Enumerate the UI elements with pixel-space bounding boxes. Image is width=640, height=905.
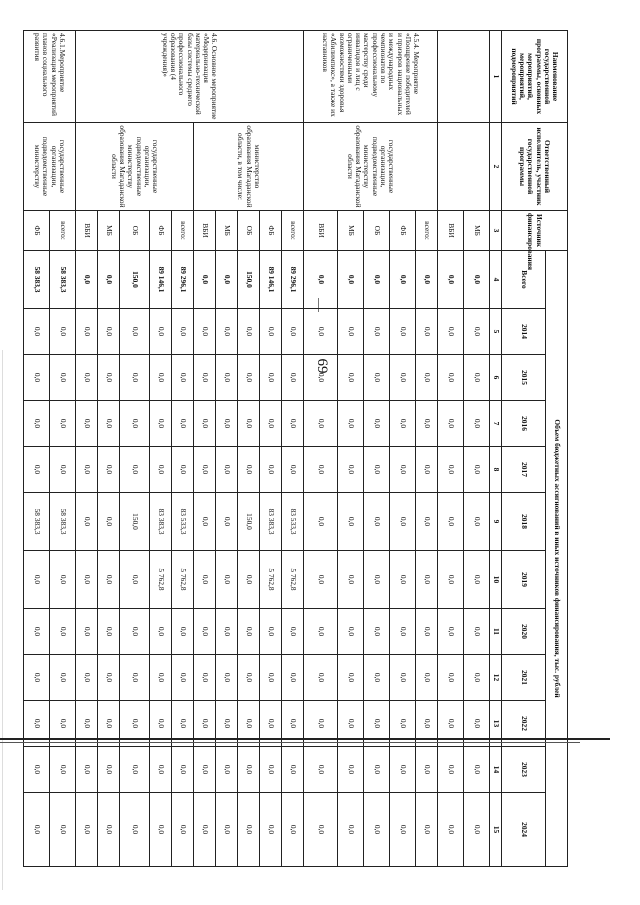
year-value-cell: 0,0 <box>120 309 150 355</box>
year-value-cell: 0,0 <box>150 401 172 447</box>
year-value-cell: 0,0 <box>172 747 194 793</box>
year-value-cell: 0,0 <box>50 447 76 493</box>
year-value-cell: 0,0 <box>120 401 150 447</box>
header-program: Наименование государственной программы, основных мероприятий, мероприятий, подмероприятий <box>502 31 568 123</box>
year-value-cell: 0,0 <box>172 447 194 493</box>
header-executor: Ответственный исполнитель, участник государственной программы <box>502 123 568 211</box>
year-value-cell: 150,0 <box>120 493 150 551</box>
header-year: Всего <box>502 251 546 309</box>
year-value-cell: 0,0 <box>416 551 438 609</box>
year-value-cell: 0,0 <box>76 551 98 609</box>
year-value-cell: 0,0 <box>390 747 416 793</box>
year-value-cell: 0,0 <box>464 609 490 655</box>
year-value-cell: 0,0 <box>50 401 76 447</box>
year-value-cell: 0,0 <box>364 493 390 551</box>
year-value-cell: 0,0 <box>304 609 338 655</box>
total-value-cell: 58 383,3 <box>50 251 76 309</box>
year-value-cell: 83 383,3 <box>260 493 282 551</box>
header-year: 2015 <box>502 355 546 401</box>
year-value-cell: 0,0 <box>338 309 364 355</box>
source-cell: ФБ <box>390 211 416 251</box>
year-value-cell: 0,0 <box>238 355 260 401</box>
year-value-cell: 0,0 <box>464 655 490 701</box>
source-cell: ВБИ <box>194 211 216 251</box>
year-value-cell: 0,0 <box>390 793 416 867</box>
year-value-cell: 0,0 <box>260 309 282 355</box>
year-value-cell: 0,0 <box>390 355 416 401</box>
header-source: Источник финансирования <box>502 211 568 251</box>
executor-cell: государственные организации, подведомственные министерству образования Магаданской области <box>304 123 438 211</box>
year-value-cell: 0,0 <box>416 747 438 793</box>
source-cell: ВБИ <box>76 211 98 251</box>
year-value-cell: 0,0 <box>98 447 120 493</box>
total-value-cell: 0,0 <box>390 251 416 309</box>
header-year: 2016 <box>502 401 546 447</box>
year-value-cell: 0,0 <box>98 401 120 447</box>
source-cell: ОБ <box>120 211 150 251</box>
year-value-cell: 0,0 <box>172 793 194 867</box>
column-number-cell: 15 <box>490 793 502 867</box>
total-value-cell: 150,0 <box>120 251 150 309</box>
header-year: 2023 <box>502 747 546 793</box>
year-value-cell: 0,0 <box>120 793 150 867</box>
source-cell: всего: <box>50 211 76 251</box>
source-cell: МБ <box>216 211 238 251</box>
page-number: 69 <box>314 358 330 374</box>
year-value-cell: 0,0 <box>120 655 150 701</box>
source-cell: МБ <box>338 211 364 251</box>
year-value-cell: 58 383,3 <box>50 493 76 551</box>
year-value-cell: 0,0 <box>438 747 464 793</box>
header-year: 2017 <box>502 447 546 493</box>
column-number-cell: 14 <box>490 747 502 793</box>
year-value-cell: 0,0 <box>304 309 338 355</box>
year-value-cell: 0,0 <box>282 355 304 401</box>
year-value-cell: 0,0 <box>416 655 438 701</box>
year-value-cell: 0,0 <box>260 701 282 747</box>
year-value-cell: 0,0 <box>24 655 50 701</box>
year-value-cell: 0,0 <box>172 401 194 447</box>
year-value-cell: 0,0 <box>338 401 364 447</box>
year-value-cell: 0,0 <box>438 401 464 447</box>
source-cell: ВБИ <box>438 211 464 251</box>
year-value-cell: 0,0 <box>260 655 282 701</box>
year-value-cell: 0,0 <box>238 401 260 447</box>
year-value-cell: 0,0 <box>216 551 238 609</box>
executor-cell: министерство образования Магаданской области, в том числе: <box>194 123 304 211</box>
source-cell: всего: <box>416 211 438 251</box>
source-cell: ОБ <box>364 211 390 251</box>
year-value-cell: 0,0 <box>76 493 98 551</box>
year-value-cell: 0,0 <box>120 551 150 609</box>
total-value-cell: 58 383,3 <box>24 251 50 309</box>
total-value-cell: 0,0 <box>416 251 438 309</box>
year-value-cell: 0,0 <box>282 701 304 747</box>
horizontal-rule <box>0 738 610 740</box>
column-number-cell: 12 <box>490 655 502 701</box>
year-value-cell: 0,0 <box>238 701 260 747</box>
year-value-cell: 0,0 <box>282 609 304 655</box>
executor-cell: государственные организации, подведомственные министерству <box>24 123 76 211</box>
year-value-cell: 0,0 <box>364 447 390 493</box>
year-value-cell: 0,0 <box>416 701 438 747</box>
year-value-cell: 0,0 <box>390 609 416 655</box>
year-value-cell: 0,0 <box>98 493 120 551</box>
program-name-cell: 4.6. Основное мероприятие «Модернизация материально-технической базы системы среднего профессионального образования (4 учреждения)» <box>76 31 304 123</box>
header-financing-group: Объем бюджетных ассигнований в иных источников финансирования, тыс. рублей <box>546 251 568 867</box>
total-value-cell: 89 296,1 <box>172 251 194 309</box>
year-value-cell: 0,0 <box>216 309 238 355</box>
rotated-table-wrapper <box>32 30 568 866</box>
year-value-cell: 0,0 <box>76 309 98 355</box>
total-value-cell: 0,0 <box>304 251 338 309</box>
column-number-cell: 10 <box>490 551 502 609</box>
header-year: 2018 <box>502 493 546 551</box>
column-number-cell: 5 <box>490 309 502 355</box>
year-value-cell: 0,0 <box>98 609 120 655</box>
source-cell: ОБ <box>238 211 260 251</box>
year-value-cell: 0,0 <box>238 793 260 867</box>
page-edge-shadow <box>2 350 3 890</box>
year-value-cell: 0,0 <box>364 609 390 655</box>
program-name-cell <box>438 31 490 123</box>
year-value-cell: 0,0 <box>98 747 120 793</box>
year-value-cell: 0,0 <box>238 609 260 655</box>
year-value-cell: 0,0 <box>194 655 216 701</box>
year-value-cell: 0,0 <box>464 701 490 747</box>
column-number-cell: 13 <box>490 701 502 747</box>
year-value-cell: 0,0 <box>194 309 216 355</box>
year-value-cell: 0,0 <box>338 355 364 401</box>
year-value-cell: 0,0 <box>216 447 238 493</box>
year-value-cell: 0,0 <box>438 309 464 355</box>
column-number-cell: 11 <box>490 609 502 655</box>
year-value-cell: 0,0 <box>76 355 98 401</box>
year-value-cell: 0,0 <box>98 551 120 609</box>
source-cell: МБ <box>464 211 490 251</box>
year-value-cell: 0,0 <box>172 355 194 401</box>
program-name-cell: 4.5.4. Мероприятие «Поощрение победителей и призеров национальных и международных чемпионатов по профессиональному мастерству среди инвалидов и лиц с ограниченными возможностями здоровья «Абилимпикс», а также их наставников <box>304 31 438 123</box>
total-value-cell: 89 146,1 <box>150 251 172 309</box>
year-value-cell: 0,0 <box>282 401 304 447</box>
year-value-cell: 0,0 <box>76 609 98 655</box>
year-value-cell: 0,0 <box>120 701 150 747</box>
year-value-cell: 0,0 <box>120 747 150 793</box>
year-value-cell: 0,0 <box>282 747 304 793</box>
year-value-cell: 0,0 <box>216 747 238 793</box>
year-value-cell: 0,0 <box>438 793 464 867</box>
year-value-cell: 0,0 <box>24 447 50 493</box>
year-value-cell: 0,0 <box>194 609 216 655</box>
year-value-cell: 0,0 <box>338 701 364 747</box>
total-value-cell: 0,0 <box>194 251 216 309</box>
year-value-cell: 0,0 <box>150 793 172 867</box>
year-value-cell: 0,0 <box>416 793 438 867</box>
year-value-cell: 0,0 <box>438 655 464 701</box>
year-value-cell: 0,0 <box>364 355 390 401</box>
year-value-cell: 0,0 <box>464 747 490 793</box>
year-value-cell: 0,0 <box>390 309 416 355</box>
year-value-cell: 83 533,3 <box>172 493 194 551</box>
column-number-cell: 2 <box>490 123 502 211</box>
year-value-cell: 0,0 <box>172 701 194 747</box>
year-value-cell: 0,0 <box>216 401 238 447</box>
year-value-cell: 0,0 <box>464 309 490 355</box>
year-value-cell: 0,0 <box>304 355 338 401</box>
year-value-cell: 0,0 <box>76 701 98 747</box>
header-year: 2024 <box>502 793 546 867</box>
year-value-cell: 0,0 <box>464 551 490 609</box>
year-value-cell: 0,0 <box>390 551 416 609</box>
year-value-cell: 0,0 <box>338 655 364 701</box>
year-value-cell: 0,0 <box>150 747 172 793</box>
year-value-cell: 0,0 <box>364 551 390 609</box>
year-value-cell: 0,0 <box>216 701 238 747</box>
year-value-cell: 0,0 <box>194 493 216 551</box>
year-value-cell: 0,0 <box>464 355 490 401</box>
source-cell: ФБ <box>260 211 282 251</box>
year-value-cell: 0,0 <box>50 701 76 747</box>
source-cell: ФБ <box>150 211 172 251</box>
year-value-cell: 0,0 <box>238 447 260 493</box>
year-value-cell: 0,0 <box>260 747 282 793</box>
year-value-cell: 0,0 <box>238 309 260 355</box>
year-value-cell: 0,0 <box>120 447 150 493</box>
year-value-cell: 0,0 <box>50 551 76 609</box>
year-value-cell: 5 762,8 <box>260 551 282 609</box>
source-cell: МБ <box>98 211 120 251</box>
year-value-cell: 0,0 <box>438 551 464 609</box>
year-value-cell: 0,0 <box>150 309 172 355</box>
year-value-cell: 0,0 <box>24 401 50 447</box>
total-value-cell: 89 296,1 <box>282 251 304 309</box>
year-value-cell: 0,0 <box>24 551 50 609</box>
year-value-cell: 0,0 <box>364 309 390 355</box>
year-value-cell: 83 383,3 <box>150 493 172 551</box>
year-value-cell: 0,0 <box>260 609 282 655</box>
year-value-cell: 0,0 <box>416 355 438 401</box>
year-value-cell: 0,0 <box>390 701 416 747</box>
executor-cell: государственные организации, подведомственные министерству образования Магаданской области <box>76 123 194 211</box>
header-year: 2021 <box>502 655 546 701</box>
year-value-cell: 0,0 <box>304 493 338 551</box>
source-cell: всего: <box>172 211 194 251</box>
year-value-cell: 0,0 <box>24 701 50 747</box>
year-value-cell: 0,0 <box>150 655 172 701</box>
year-value-cell: 0,0 <box>364 655 390 701</box>
year-value-cell: 0,0 <box>282 447 304 493</box>
column-number-cell: 9 <box>490 493 502 551</box>
year-value-cell: 0,0 <box>338 493 364 551</box>
year-value-cell: 0,0 <box>172 655 194 701</box>
year-value-cell: 0,0 <box>216 655 238 701</box>
year-value-cell: 0,0 <box>76 747 98 793</box>
year-value-cell: 0,0 <box>338 793 364 867</box>
year-value-cell: 0,0 <box>464 493 490 551</box>
column-number-cell: 4 <box>490 251 502 309</box>
year-value-cell: 0,0 <box>260 401 282 447</box>
year-value-cell: 0,0 <box>260 355 282 401</box>
year-value-cell: 0,0 <box>390 655 416 701</box>
total-value-cell: 0,0 <box>464 251 490 309</box>
year-value-cell: 0,0 <box>238 747 260 793</box>
year-value-cell: 0,0 <box>304 701 338 747</box>
total-value-cell: 89 146,1 <box>260 251 282 309</box>
header-year: 2014 <box>502 309 546 355</box>
year-value-cell: 0,0 <box>216 793 238 867</box>
year-value-cell: 0,0 <box>24 609 50 655</box>
year-value-cell: 0,0 <box>76 655 98 701</box>
source-cell: всего: <box>282 211 304 251</box>
year-value-cell: 0,0 <box>364 701 390 747</box>
year-value-cell: 0,0 <box>416 493 438 551</box>
year-value-cell: 0,0 <box>216 355 238 401</box>
year-value-cell: 0,0 <box>98 793 120 867</box>
year-value-cell: 0,0 <box>76 793 98 867</box>
year-value-cell: 0,0 <box>364 793 390 867</box>
total-value-cell: 0,0 <box>98 251 120 309</box>
year-value-cell: 0,0 <box>338 447 364 493</box>
year-value-cell: 0,0 <box>364 401 390 447</box>
year-value-cell: 0,0 <box>238 655 260 701</box>
year-value-cell: 0,0 <box>98 355 120 401</box>
year-value-cell: 0,0 <box>438 701 464 747</box>
year-value-cell: 0,0 <box>282 793 304 867</box>
year-value-cell: 0,0 <box>364 747 390 793</box>
year-value-cell: 5 762,8 <box>150 551 172 609</box>
year-value-cell: 0,0 <box>390 447 416 493</box>
year-value-cell: 150,0 <box>238 493 260 551</box>
total-value-cell: 150,0 <box>238 251 260 309</box>
year-value-cell: 0,0 <box>50 655 76 701</box>
year-value-cell: 58 383,3 <box>24 493 50 551</box>
year-value-cell: 0,0 <box>98 655 120 701</box>
year-value-cell: 0,0 <box>50 309 76 355</box>
header-year: 2020 <box>502 609 546 655</box>
year-value-cell: 0,0 <box>194 793 216 867</box>
year-value-cell: 0,0 <box>438 355 464 401</box>
year-value-cell: 0,0 <box>50 609 76 655</box>
year-value-cell: 0,0 <box>24 793 50 867</box>
year-value-cell: 0,0 <box>304 793 338 867</box>
header-year: 2019 <box>502 551 546 609</box>
source-cell: ВБИ <box>304 211 338 251</box>
year-value-cell: 0,0 <box>464 447 490 493</box>
year-value-cell: 0,0 <box>120 355 150 401</box>
year-value-cell: 0,0 <box>150 701 172 747</box>
year-value-cell: 0,0 <box>50 747 76 793</box>
year-value-cell: 0,0 <box>194 747 216 793</box>
column-number-cell: 6 <box>490 355 502 401</box>
year-value-cell: 0,0 <box>24 309 50 355</box>
year-value-cell: 0,0 <box>24 747 50 793</box>
year-value-cell: 0,0 <box>416 309 438 355</box>
year-value-cell: 0,0 <box>76 447 98 493</box>
column-number-cell: 8 <box>490 447 502 493</box>
total-value-cell: 0,0 <box>216 251 238 309</box>
year-value-cell: 0,0 <box>260 447 282 493</box>
year-value-cell: 0,0 <box>172 609 194 655</box>
year-value-cell: 0,0 <box>194 551 216 609</box>
total-value-cell: 0,0 <box>364 251 390 309</box>
year-value-cell: 0,0 <box>304 655 338 701</box>
year-value-cell: 0,0 <box>338 551 364 609</box>
year-value-cell: 0,0 <box>260 793 282 867</box>
year-value-cell: 0,0 <box>238 551 260 609</box>
executor-cell <box>438 123 490 211</box>
year-value-cell: 0,0 <box>304 447 338 493</box>
year-value-cell: 0,0 <box>390 401 416 447</box>
year-value-cell: 0,0 <box>216 493 238 551</box>
year-value-cell: 0,0 <box>150 609 172 655</box>
year-value-cell: 0,0 <box>438 609 464 655</box>
year-value-cell: 0,0 <box>24 355 50 401</box>
year-value-cell: 83 533,3 <box>282 493 304 551</box>
year-value-cell: 0,0 <box>438 493 464 551</box>
year-value-cell: 0,0 <box>416 447 438 493</box>
year-value-cell: 0,0 <box>304 551 338 609</box>
year-value-cell: 0,0 <box>282 309 304 355</box>
year-value-cell: 0,0 <box>338 747 364 793</box>
year-value-cell: 0,0 <box>120 609 150 655</box>
column-number-cell: 7 <box>490 401 502 447</box>
total-value-cell: 0,0 <box>338 251 364 309</box>
year-value-cell: 0,0 <box>98 701 120 747</box>
year-value-cell: 0,0 <box>416 609 438 655</box>
year-value-cell: 0,0 <box>216 609 238 655</box>
year-value-cell: 0,0 <box>304 401 338 447</box>
year-value-cell: 0,0 <box>464 793 490 867</box>
source-cell: ФБ <box>24 211 50 251</box>
year-value-cell: 0,0 <box>50 793 76 867</box>
year-value-cell: 0,0 <box>390 493 416 551</box>
year-value-cell: 0,0 <box>172 309 194 355</box>
year-value-cell: 0,0 <box>76 401 98 447</box>
total-value-cell: 0,0 <box>76 251 98 309</box>
year-value-cell: 0,0 <box>194 355 216 401</box>
year-value-cell: 0,0 <box>50 355 76 401</box>
year-value-cell: 0,0 <box>150 447 172 493</box>
year-value-cell: 0,0 <box>194 447 216 493</box>
year-value-cell: 0,0 <box>194 701 216 747</box>
horizontal-rule-thin <box>0 742 580 743</box>
total-value-cell: 0,0 <box>438 251 464 309</box>
year-value-cell: 5 762,8 <box>282 551 304 609</box>
year-value-cell: 0,0 <box>464 401 490 447</box>
year-value-cell: 0,0 <box>338 609 364 655</box>
year-value-cell: 5 762,8 <box>172 551 194 609</box>
program-name-cell: 4.6.1.Мероприятие «Реализация мероприятий планов социального развития <box>24 31 76 123</box>
header-year: 2022 <box>502 701 546 747</box>
column-number-cell: 3 <box>490 211 502 251</box>
year-value-cell: 0,0 <box>304 747 338 793</box>
year-value-cell: 0,0 <box>98 309 120 355</box>
year-value-cell: 0,0 <box>416 401 438 447</box>
column-number-cell: 1 <box>490 31 502 123</box>
table-area <box>32 30 568 866</box>
year-value-cell: 0,0 <box>438 447 464 493</box>
year-value-cell: 0,0 <box>194 401 216 447</box>
year-value-cell: 0,0 <box>282 655 304 701</box>
year-value-cell: 0,0 <box>150 355 172 401</box>
